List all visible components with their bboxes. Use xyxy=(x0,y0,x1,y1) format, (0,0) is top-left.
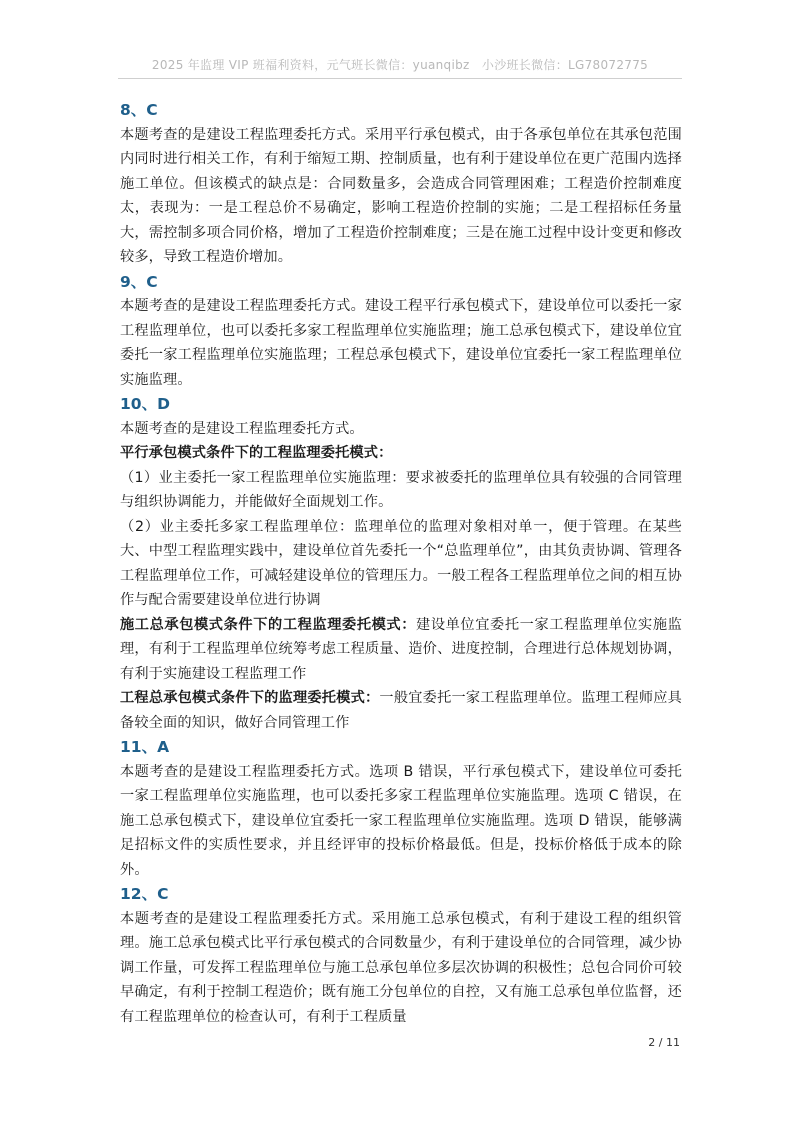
paragraph-general-text: 建设单位宜委托一家工程监理单位实施监理，有利于工程监理单位统筹考虑工程质量、造价、进度控制，合理进行总体规划协调，有利于实施建设工程监理工作 xyxy=(120,616,682,682)
list-item-1: （1）业主委托一家工程监理单位实施监理：要求被委托的监理单位具有较强的合同管理与组织协调能力，并能做好全面规划工作。 xyxy=(120,469,682,510)
section-heading-parallel: 平行承包模式条件下的工程监理委托模式： xyxy=(120,445,393,461)
explanation-12: 本题考查的是建设工程监理委托方式。采用施工总承包模式，有利于建设工程的组织管理。施工总承包模式比平行承包模式的合同数量少，有利于建设单位的合同管理，减少协调工作量，可发挥工程监理单位与施工总承包单位多层次协调的积极性；总包合同价可较早确定，有利于控制工程造价；既有施工分包单位的自控，又有施工总承包单位监督，还有工程监理单位的检查认可，有利于工程质量 xyxy=(120,910,682,1025)
page-number: 2 / 11 xyxy=(648,1036,680,1049)
explanation-10-intro: 本题考查的是建设工程监理委托方式。 xyxy=(120,420,364,437)
answer-8: 8、C xyxy=(120,101,158,119)
list-item-2: （2）业主委托多家工程监理单位：监理单位的监理对象相对单一，便于管理。在某些大、中型工程监理实践中，建设单位首先委托一个“总监理单位”，由其负责协调、管理各工程监理单位工作，可减轻建设单位的管理压力。一般工程各工程监理单位之间的相互协作与配合需要建设单位进行协调 xyxy=(120,518,682,608)
header-divider xyxy=(118,78,682,79)
document-body xyxy=(120,98,682,1029)
paragraph-epc xyxy=(120,686,682,735)
answer-12: 12、C xyxy=(120,885,169,903)
page-header: 2025 年监理 VIP 班福利资料，元气班长微信：yuanqibz 小沙班长微信：LG78072775 xyxy=(151,58,649,72)
explanation-9: 本题考查的是建设工程监理委托方式。建设工程平行承包模式下，建设单位可以委托一家工程监理单位，也可以委托多家工程监理单位实施监理；施工总承包模式下，建设单位宜委托一家工程监理单位实施监理；工程总承包模式下，建设单位宜委托一家工程监理单位实施监理。 xyxy=(120,298,682,388)
answer-9: 9、C xyxy=(120,272,158,291)
explanation-11: 本题考查的是建设工程监理委托方式。选项 B 错误，平行承包模式下，建设单位可委托一家工程监理单位实施监理，也可以委托多家工程监理单位实施监理。选项 C 错误，在施工总承包模式下，建设单位宜委托一家工程监理单位实施监理。选项 D 错误，能够满足招标文件的实质性要求，并且经评审的投标价格最低。但是，投标价格低于成本的除外。 xyxy=(120,763,682,878)
section-heading-epc: 工程总承包模式条件下的监理委托模式： xyxy=(120,690,380,706)
paragraph-general-contract xyxy=(120,613,682,687)
paragraph-epc-text: 一般宜委托一家工程监理单位。监理工程师应具备较全面的知识，做好合同管理工作 xyxy=(120,690,682,731)
answer-11: 11、A xyxy=(120,738,170,756)
answer-10: 10、D xyxy=(120,395,170,413)
explanation-8: 本题考查的是建设工程监理委托方式。采用平行承包模式，由于各承包单位在其承包范围内同时进行相关工作，有利于缩短工期、控制质量，也有利于建设单位在更广范围内选择施工单位。但该模式的缺点是：合同数量多，会造成合同管理困难；工程造价控制难度太，表现为：一是工程总价不易确定，影响工程造价控制的实施；二是工程招标任务量大，需控制多项合同价格，增加了工程造价控制难度；三是在施工过程中设计变更和修改较多，导致工程造价增加。 xyxy=(120,126,682,265)
section-heading-general: 施工总承包模式条件下的工程监理委托模式： xyxy=(120,616,417,633)
